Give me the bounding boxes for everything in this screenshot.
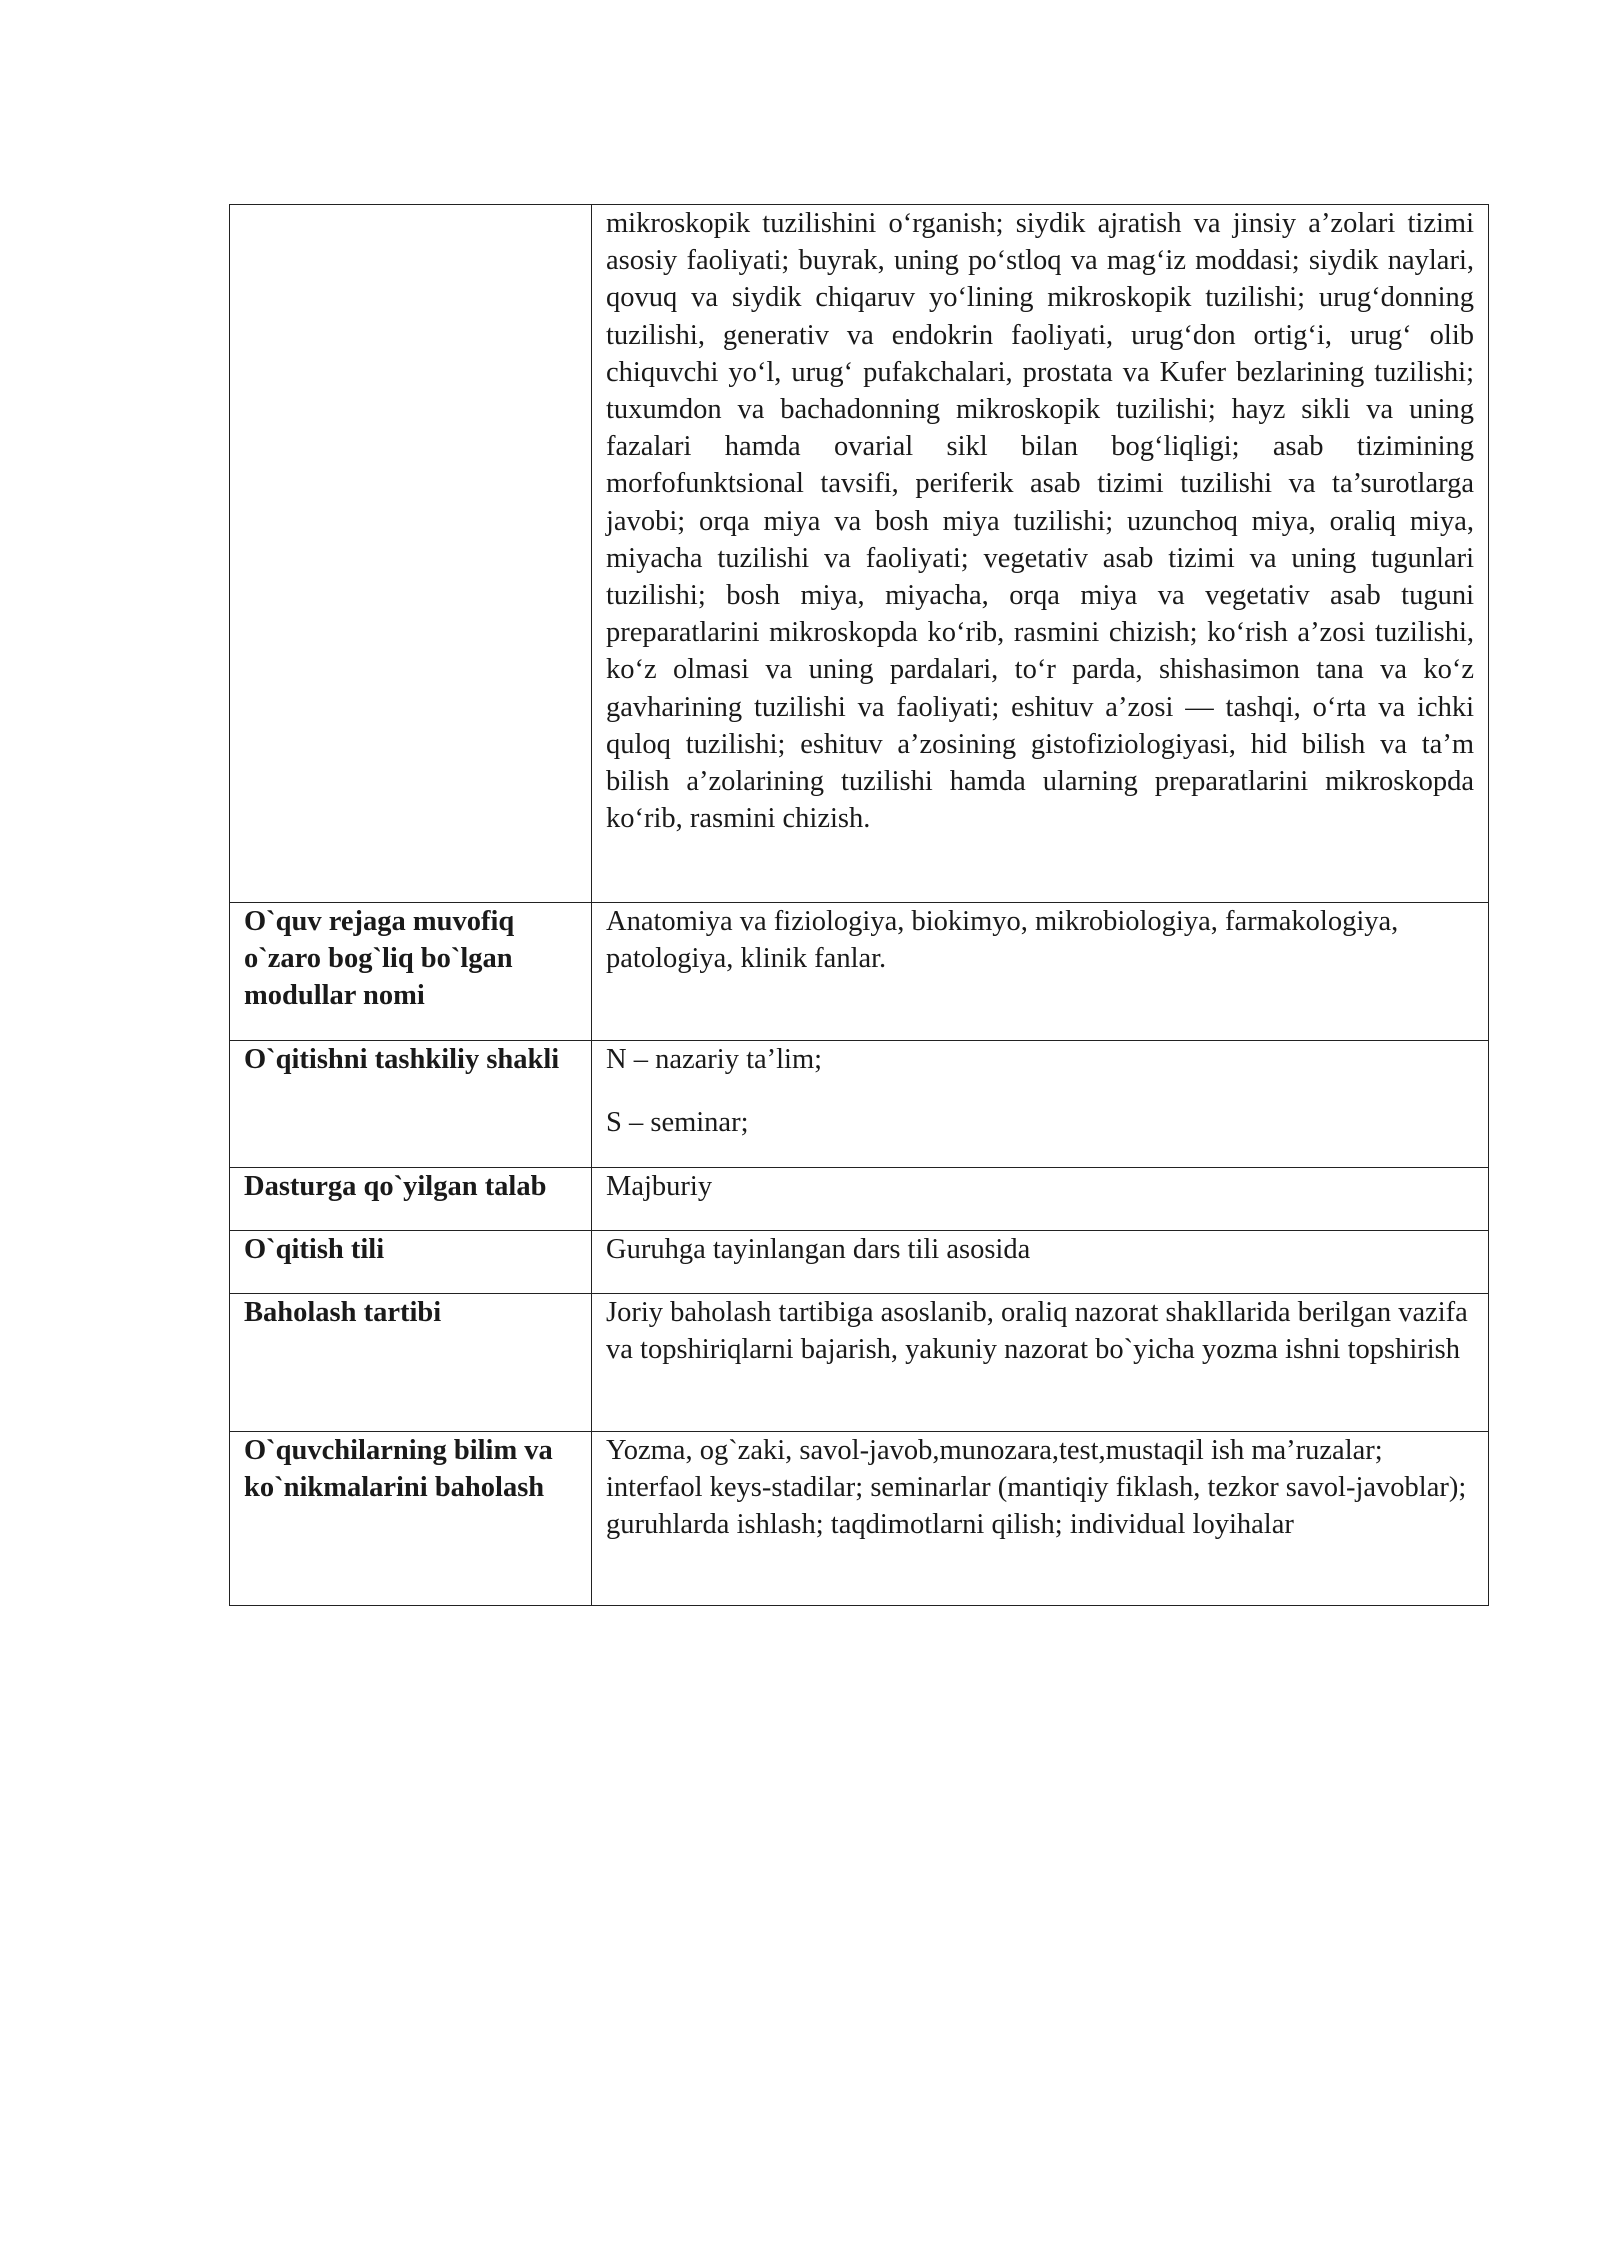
row-label: O`qitishni tashkiliy shakli: [230, 1041, 592, 1168]
table-row: [230, 1041, 1489, 1168]
row-label: O`quv rejaga muvofiq o`zaro bog`liq bo`lgan modullar nomi: [230, 903, 592, 1041]
module-content-text: mikroskopik tuzilishini o‘rganish; siydik ajratish va jinsiy a’zolari tizimi asosiy faoliyati; buyrak, uning po‘stloq va mag‘iz moddasi; siydik naylari, qovuq va siydik chiqaruv yo‘lining mikroskopik tuzilishi; urug‘donning tuzilishi, generativ va endokrin faoliyati, urug‘don ortig‘i, urug‘ olib chiquvchi yo‘l, urug‘ pufakchalari, prostata va Kufer bezlarining tuzilishi; tuxumdon va bachadonning mikroskopik tuzilishi; hayz sikli va uning fazalari hamda ovarial sikl bilan bog‘liqligi; asab tizimining morfofunktsional tavsifi, periferik asab tizimi tuzilishi va ta’surotlarga javobi; orqa miya va bosh miya tuzilishi; uzunchoq miya, oraliq miya, miyacha tuzilishi va faoliyati; vegetativ asab tizimi va uning tugunlari tuzilishi; bosh miya, miyacha, orqa miya va vegetativ asab tuguni preparatlarini mikroskopda ko‘rib, rasmini chizish; ko‘rish a’zosi tuzilishi, ko‘z olmasi va uning pardalari, to‘r parda, shishasimon tana va ko‘z gavharining tuzilishi va faoliyati; eshituv a’zosi — tashqi, o‘rta va ichki quloq tuzilishi; eshituv a’zosining gistofiziologiyasi, hid bilish va ta’m bilish a’zolarining tuzilishi hamda ularning preparatlarini mikroskopda ko‘rib, rasmini chizish.: [592, 205, 1489, 903]
related-modules-text: Anatomiya va fiziologiya, biokimyo, mikrobiologiya, farmakologiya, patologiya, klinik fanlar.: [592, 903, 1489, 1041]
table-row: [230, 1294, 1489, 1432]
skills-assessment-text: Yozma, og`zaki, savol-javob,munozara,test,mustaqil ish ma’ruzalar; interfaol keys-stadilar; seminarlar (mantiqiy fiklash, tezkor savol-javoblar); guruhlarda ishlash; taqdimotlarni qilish; individual loyihalar: [592, 1432, 1489, 1606]
table-row: [230, 1168, 1489, 1231]
row-label: Dasturga qo`yilgan talab: [230, 1168, 592, 1231]
table-row: [230, 1432, 1489, 1606]
teaching-form-item: S – seminar;: [606, 1107, 749, 1139]
row-label: O`qitish tili: [230, 1231, 592, 1294]
teaching-form-item: N – nazariy ta’lim;: [606, 1044, 823, 1075]
module-info-table: [229, 204, 1489, 1606]
requirement-text: Majburiy: [592, 1168, 1489, 1231]
teaching-forms-cell: [592, 1041, 1489, 1168]
assessment-order-text: Joriy baholash tartibiga asoslanib, oraliq nazorat shakllarida berilgan vazifa va topshiriqlarni bajarish, yakuniy nazorat bo`yicha yozma ishni topshirish: [592, 1294, 1489, 1432]
table-row: [230, 903, 1489, 1041]
row-label: Baholash tartibi: [230, 1294, 592, 1432]
row-label: [230, 205, 592, 903]
language-text: Guruhga tayinlangan dars tili asosida: [592, 1231, 1489, 1294]
table-row: [230, 205, 1489, 903]
row-label: O`quvchilarning bilim va ko`nikmalarini baholash: [230, 1432, 592, 1606]
table-row: [230, 1231, 1489, 1294]
